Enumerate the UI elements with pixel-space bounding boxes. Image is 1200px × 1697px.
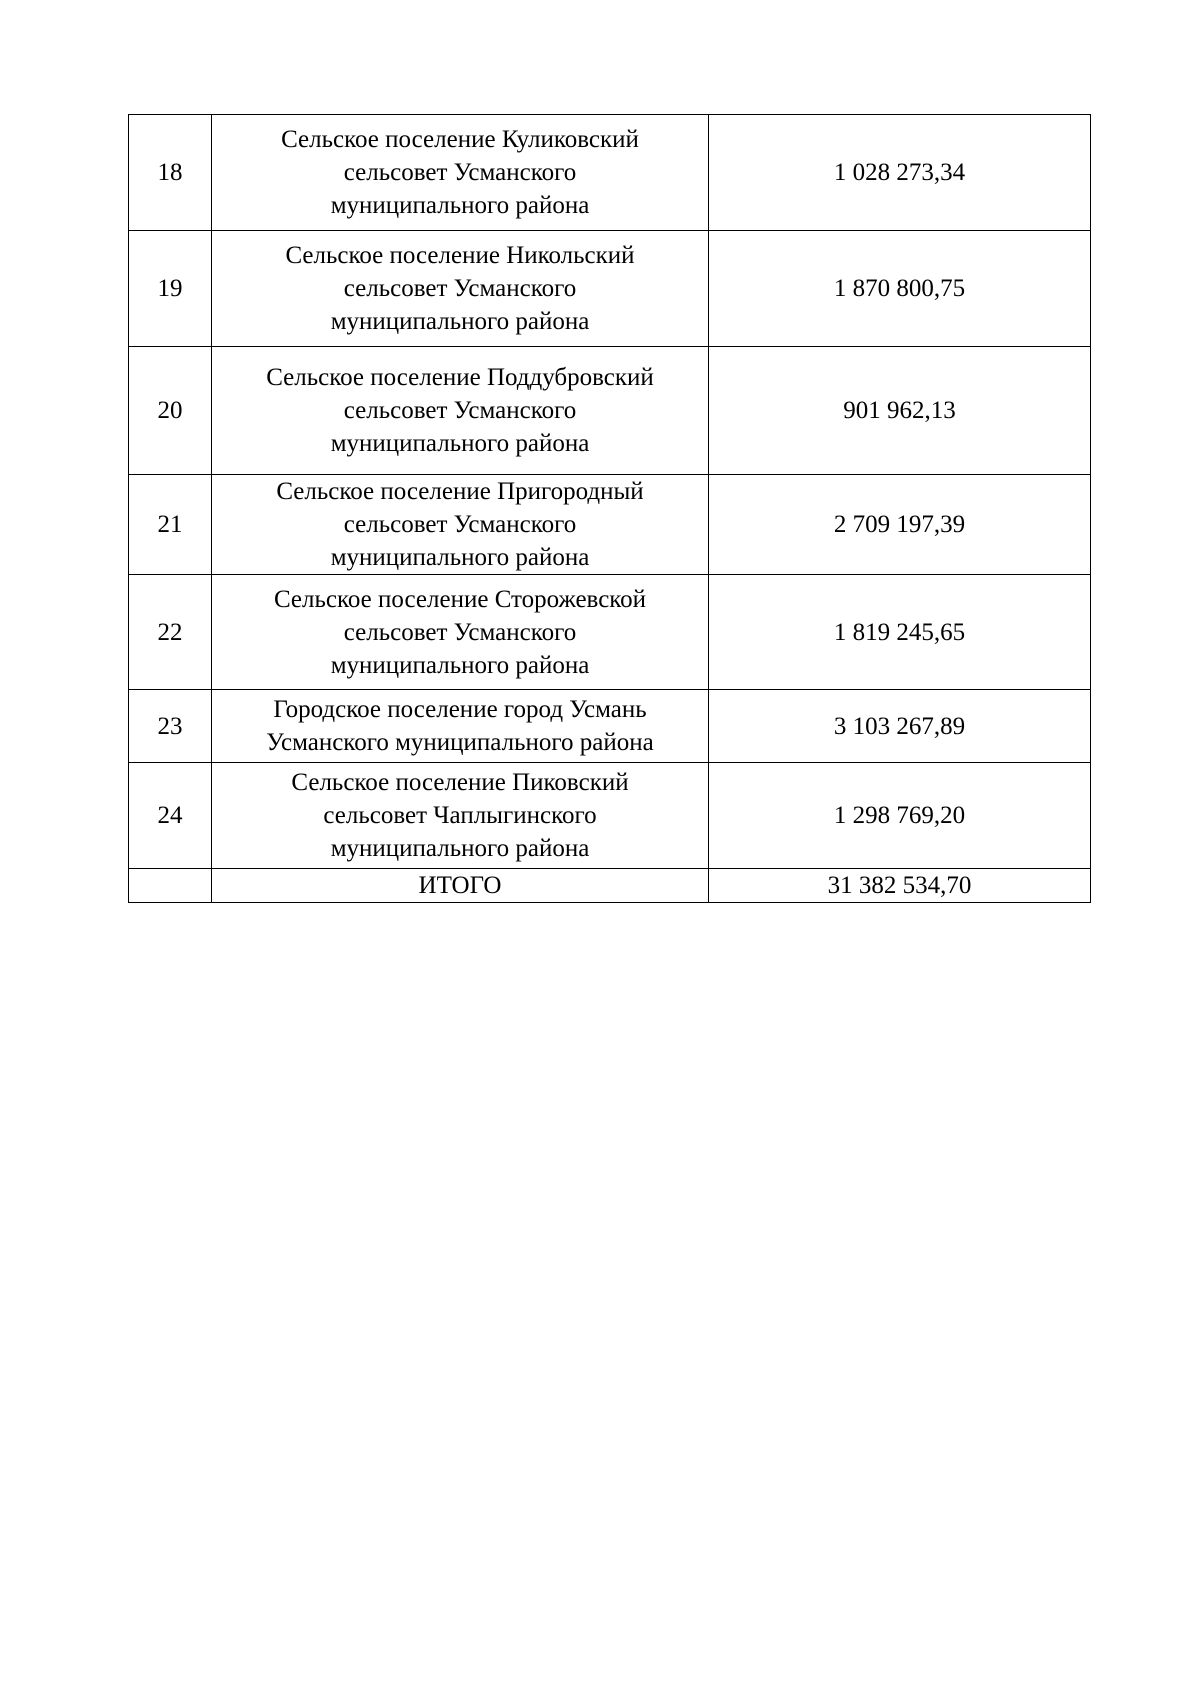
amount-cell: 2 709 197,39	[709, 475, 1091, 575]
row-number: 19	[129, 231, 212, 347]
settlement-name	[212, 475, 709, 575]
settlement-name-line: сельсовет Чаплыгинского	[323, 802, 597, 829]
row-number: 22	[129, 575, 212, 690]
allocation-table	[128, 114, 1091, 903]
settlement-name-line: сельсовет Усманского	[343, 275, 577, 302]
settlement-name-line: муниципального района	[330, 430, 590, 457]
amount-cell: 1 870 800,75	[709, 231, 1091, 347]
table-row	[129, 763, 1091, 869]
amount-cell: 1 298 769,20	[709, 763, 1091, 869]
settlement-name-line: муниципального района	[330, 651, 590, 679]
total-number	[129, 869, 212, 903]
total-row	[129, 869, 1091, 903]
settlement-name-line: Сельское поселение Куликовский	[281, 126, 639, 153]
settlement-name	[212, 763, 709, 869]
settlement-name-line: сельсовет Усманского	[343, 618, 577, 646]
settlement-name-line: Сельское поселение Поддубровский	[266, 364, 654, 391]
table-row	[129, 231, 1091, 347]
settlement-name	[212, 347, 709, 475]
total-amount: 31 382 534,70	[709, 869, 1091, 903]
amount-cell: 3 103 267,89	[709, 690, 1091, 763]
table-body	[129, 115, 1091, 903]
table-row	[129, 115, 1091, 231]
table-row	[129, 475, 1091, 575]
settlement-name-line: сельсовет Усманского	[343, 511, 577, 538]
total-label: ИТОГО	[212, 869, 709, 903]
settlement-name-line: муниципального района	[330, 192, 590, 219]
table-row	[129, 575, 1091, 690]
settlement-name	[212, 690, 709, 763]
settlement-name	[212, 575, 709, 690]
settlement-name	[212, 115, 709, 231]
settlement-name-line: муниципального района	[330, 544, 590, 571]
row-number: 24	[129, 763, 212, 869]
amount-cell: 1 028 273,34	[709, 115, 1091, 231]
row-number: 20	[129, 347, 212, 475]
settlement-name-line: Сельское поселение Пригородный	[276, 478, 644, 505]
settlement-name-line: Сельское поселение Пиковский	[291, 769, 629, 796]
settlement-name-line: муниципального района	[330, 308, 590, 335]
settlement-name-line: муниципального района	[330, 835, 590, 862]
settlement-name-line: Усманского муниципального района	[266, 729, 654, 756]
settlement-name-line: сельсовет Усманского	[343, 397, 577, 424]
row-number: 18	[129, 115, 212, 231]
settlement-name-line: сельсовет Усманского	[343, 159, 577, 186]
row-number: 21	[129, 475, 212, 575]
settlement-name	[212, 231, 709, 347]
row-number: 23	[129, 690, 212, 763]
settlement-name-line: Городское поселение город Усмань	[273, 696, 647, 723]
amount-cell: 901 962,13	[709, 347, 1091, 475]
table-row	[129, 347, 1091, 475]
settlement-name-line: Сельское поселение Никольский	[285, 242, 635, 269]
table-row	[129, 690, 1091, 763]
amount-cell: 1 819 245,65	[709, 575, 1091, 690]
settlement-name-line: Сельское поселение Сторожевской	[273, 585, 647, 613]
